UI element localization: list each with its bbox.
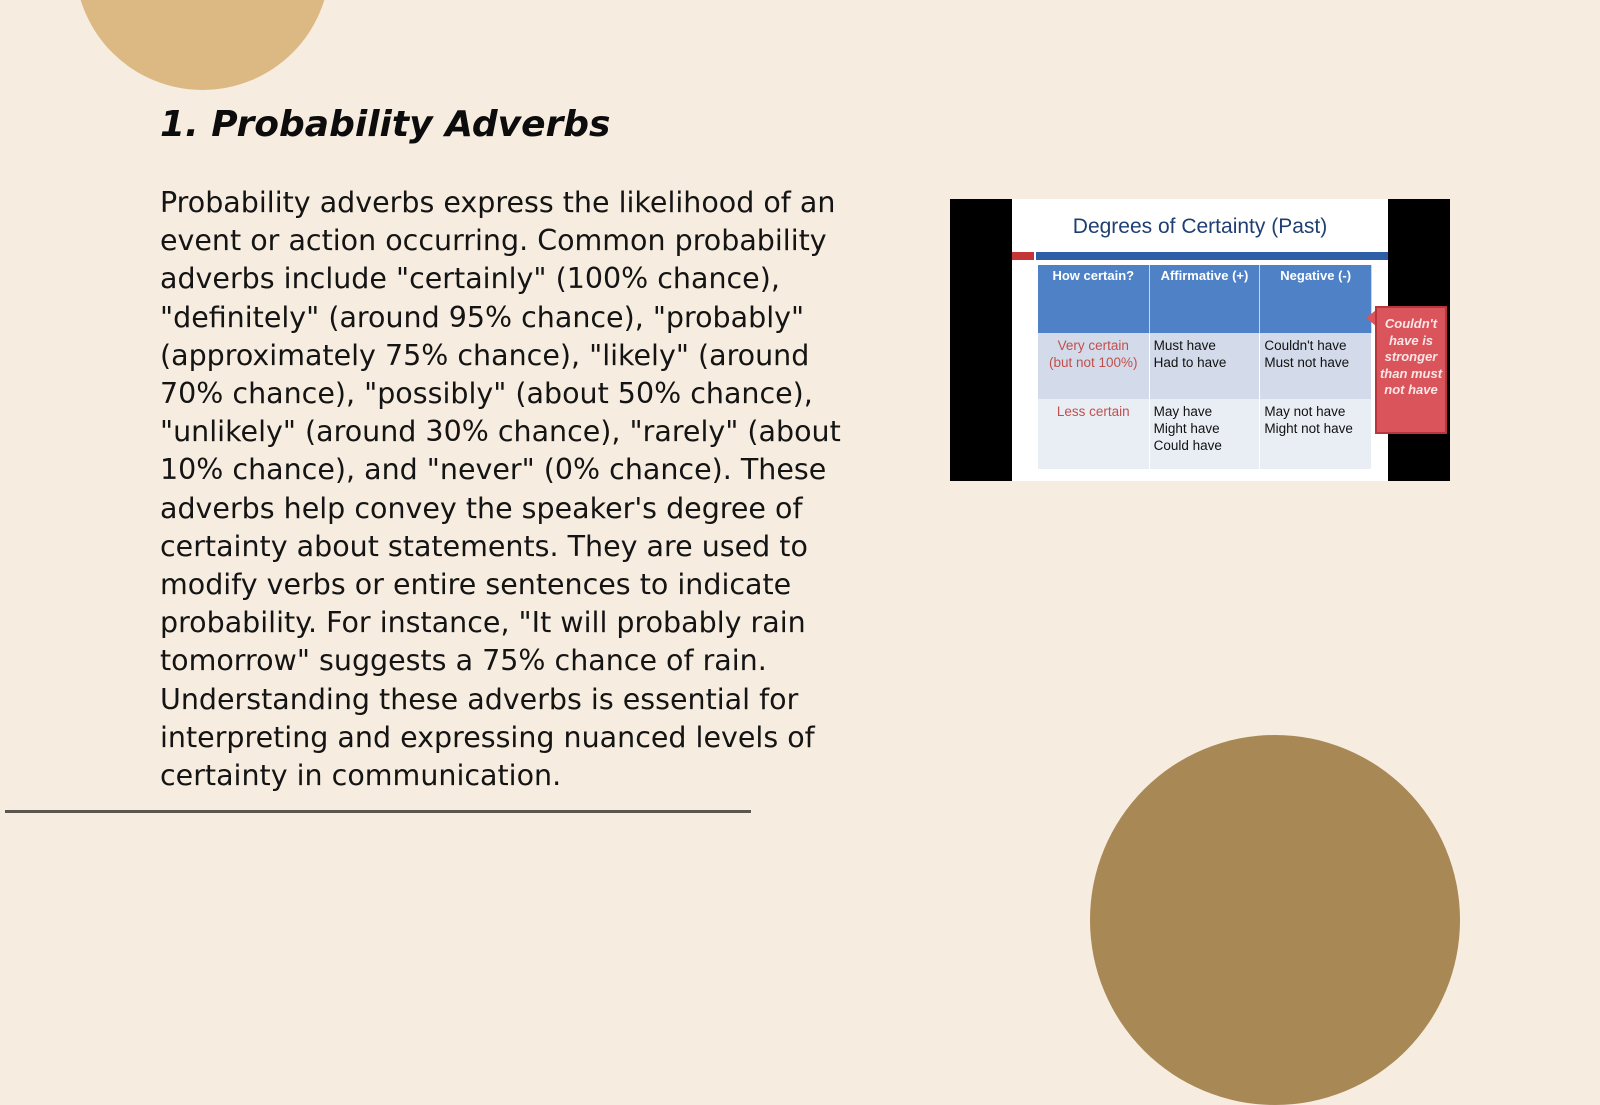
cell-affirmative: Must have Had to have [1149, 333, 1260, 399]
cell-level: Very certain (but not 100%) [1038, 333, 1149, 399]
image-content [1012, 199, 1388, 481]
cell-affirmative: May have Might have Could have [1149, 399, 1260, 469]
image-title: Degrees of Certainty (Past) [1072, 215, 1328, 238]
table-header-row [1038, 265, 1372, 333]
cell-level: Less certain [1038, 399, 1149, 469]
header-negative: Negative (-) [1260, 265, 1372, 333]
slide-body-text: Probability adverbs express the likelihood of an event or action occurring. Common probability adverbs include "certainly" (100% chance), "definitely" (around 95% chance), "probably" (approximately 75% chance), "likely" (around 70% chance), "possibly" (about 50% chance), "unlikely" (around 30% chance), "rarely" (about 10% chance), and "never" (0% chance). These adverbs help convey the speaker's degree of certainty about statements. They are used to modify verbs or entire sentences to indicate probability. For instance, "It will probably rain tomorrow" suggests a 75% chance of rain. Understanding these adverbs is essential for interpreting and expressing nuanced levels of certainty in communication. [160, 186, 841, 793]
cell-negative: May not have Might not have [1260, 399, 1372, 469]
callout-note: Couldn't have is stronger than must not have [1375, 306, 1447, 434]
header-affirmative: Affirmative (+) [1149, 265, 1260, 333]
decorative-circle-bottom [1090, 735, 1460, 1105]
header-how-certain: How certain? [1038, 265, 1149, 333]
image-accent-bar [1012, 252, 1034, 260]
image-rule [1036, 252, 1388, 260]
slide-title: 1. Probability Adverbs [160, 104, 611, 145]
cell-negative: Couldn't have Must not have [1260, 333, 1372, 399]
divider-line [5, 810, 751, 813]
table-row [1038, 333, 1372, 399]
table-row [1038, 399, 1372, 469]
decorative-circle-top [75, 0, 330, 90]
certainty-table [1038, 265, 1372, 469]
